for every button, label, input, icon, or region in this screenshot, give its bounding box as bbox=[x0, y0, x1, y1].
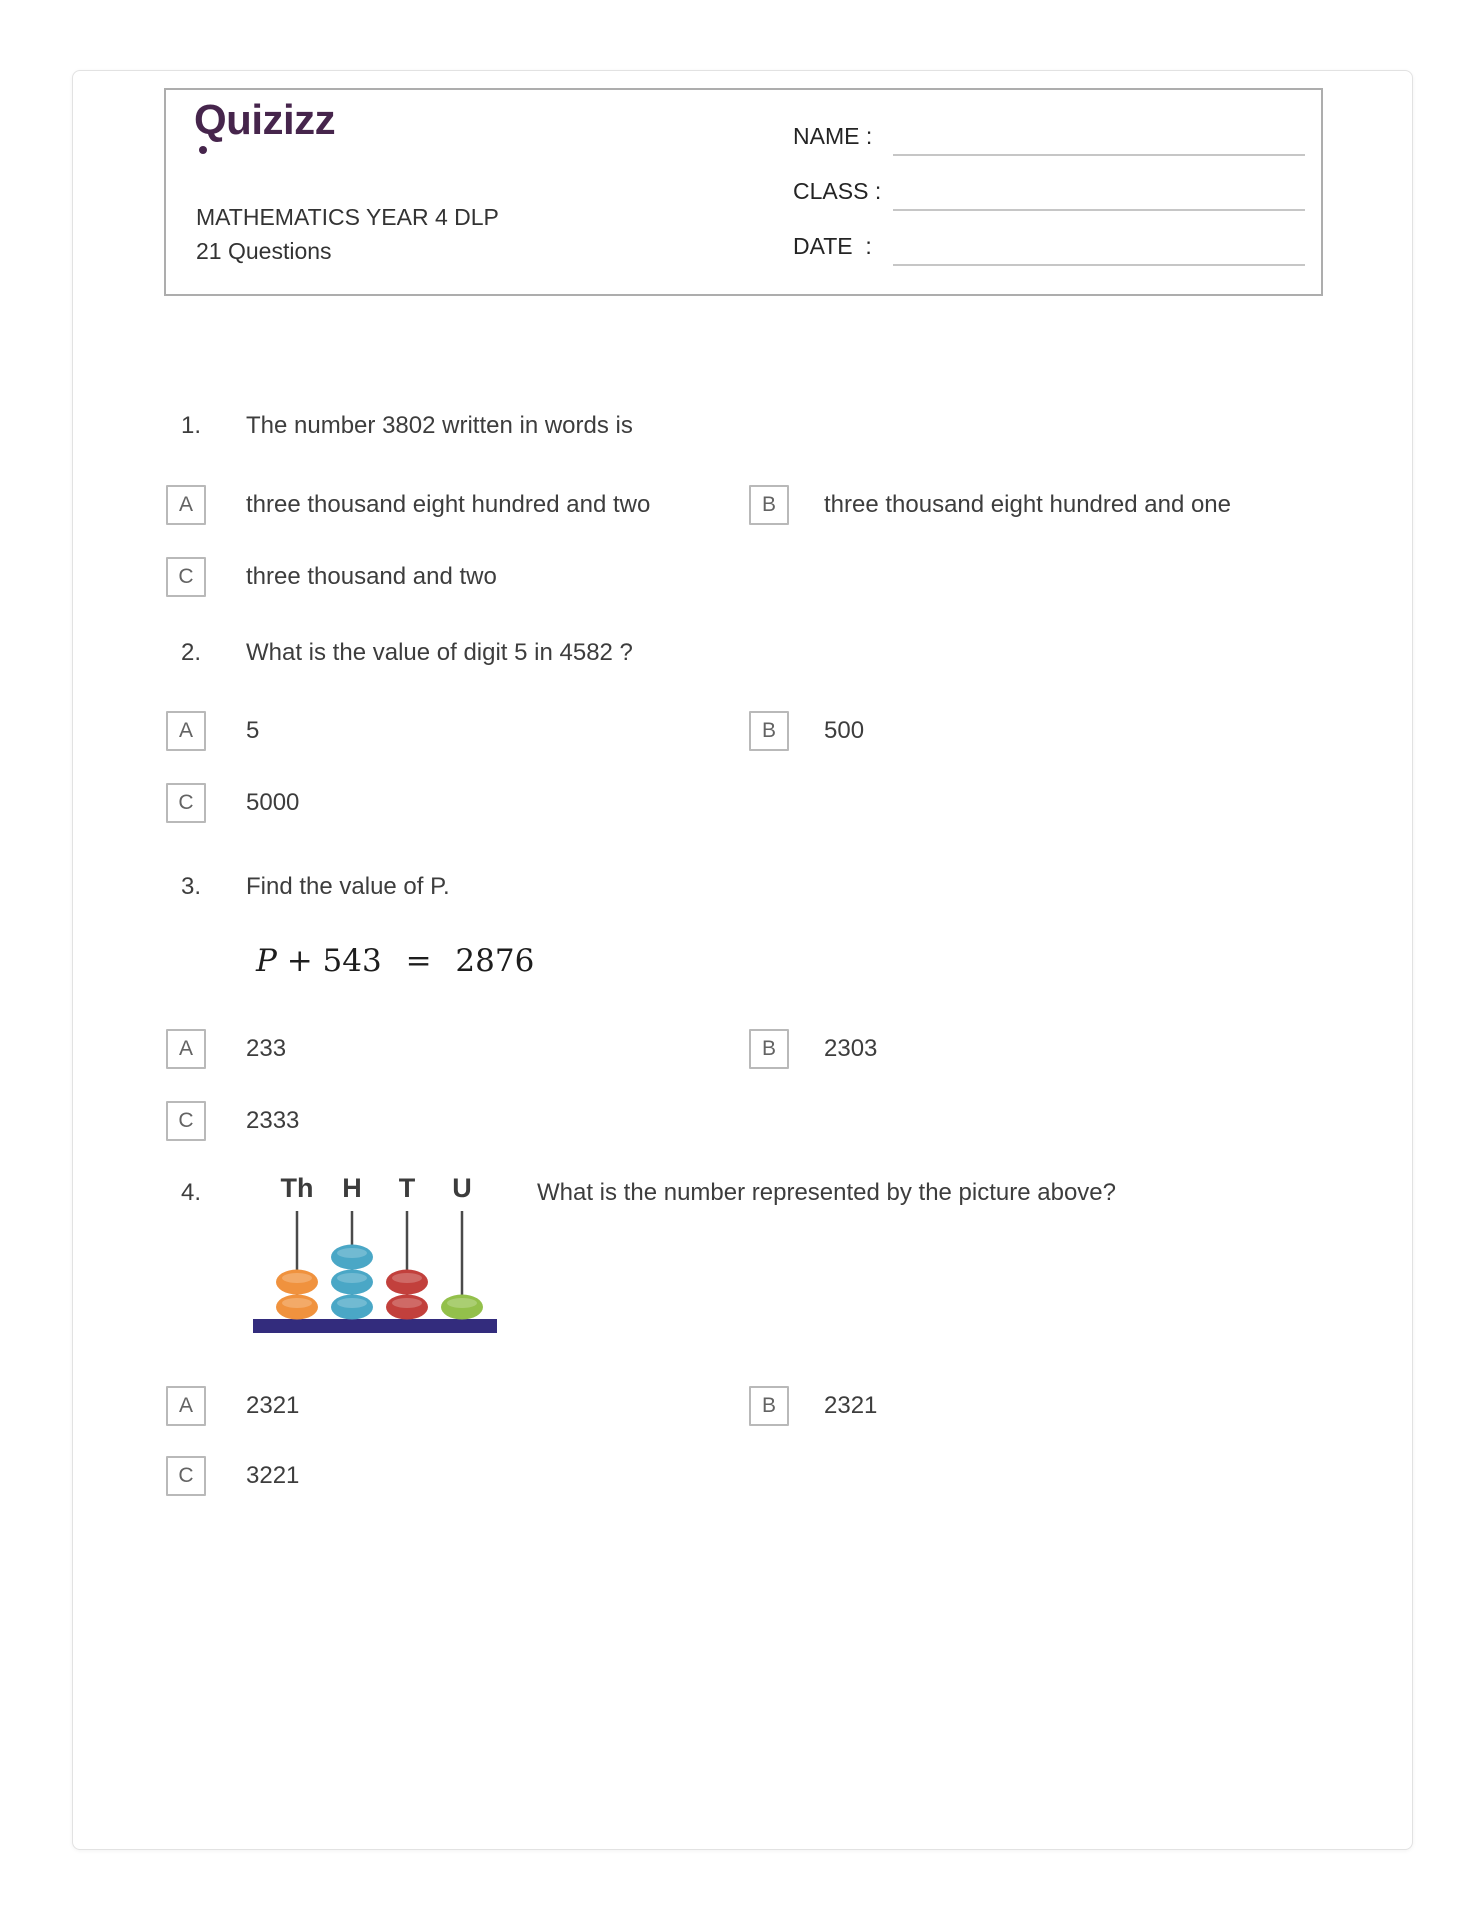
question-3-option-c bbox=[166, 1101, 299, 1141]
question-3-options-row-2 bbox=[166, 1101, 1362, 1141]
question-3-option-a bbox=[166, 1029, 286, 1069]
option-label: 2321 bbox=[824, 1392, 878, 1419]
class-field-label: CLASS : bbox=[793, 178, 882, 204]
worksheet-card bbox=[72, 70, 1413, 1850]
option-label: 2303 bbox=[824, 1035, 878, 1062]
quizizz-logo: Quizizz bbox=[194, 96, 336, 143]
svg-text:T: T bbox=[398, 1173, 416, 1203]
option-label: three thousand eight hundred and two bbox=[246, 491, 651, 518]
option-checkbox[interactable]: A bbox=[166, 485, 206, 525]
equation-variable: P bbox=[256, 943, 277, 979]
question-2-options-row-2 bbox=[166, 783, 1362, 823]
question-1-number: 1. bbox=[180, 412, 201, 439]
equation-result: 2876 bbox=[455, 943, 535, 979]
question-4-option-c bbox=[166, 1456, 299, 1496]
question-4-options-row-2 bbox=[166, 1456, 1362, 1496]
equation-equals: = bbox=[405, 943, 432, 979]
quiz-header bbox=[164, 88, 1323, 296]
name-field-row bbox=[793, 105, 1305, 160]
option-label: 2333 bbox=[246, 1107, 300, 1134]
question-2-option-c bbox=[166, 783, 299, 823]
student-fields bbox=[793, 105, 1305, 270]
option-label: 2321 bbox=[246, 1392, 300, 1419]
question-3-option-b bbox=[749, 1029, 877, 1069]
question-2-option-a bbox=[166, 711, 259, 751]
quiz-title: MATHEMATICS YEAR 4 DLP bbox=[196, 204, 499, 230]
option-label: 233 bbox=[246, 1035, 287, 1062]
question-4-options-row-1 bbox=[166, 1386, 1362, 1426]
question-4-text: What is the number represented by the picture above? bbox=[537, 1179, 1116, 1206]
date-fill-line[interactable] bbox=[893, 264, 1305, 266]
date-field-label: DATE : bbox=[793, 233, 872, 259]
question-1-option-c bbox=[166, 557, 497, 597]
name-fill-line[interactable] bbox=[893, 154, 1305, 156]
question-2-text: What is the value of digit 5 in 4582 ? bbox=[246, 639, 633, 666]
question-1-option-b bbox=[749, 485, 1231, 525]
option-label: three thousand and two bbox=[246, 563, 497, 590]
question-2-options-row-1 bbox=[166, 711, 1362, 751]
option-checkbox[interactable]: B bbox=[749, 1386, 789, 1426]
option-checkbox[interactable]: C bbox=[166, 1456, 206, 1496]
question-1-options-row-1 bbox=[166, 485, 1362, 525]
option-checkbox[interactable]: C bbox=[166, 557, 206, 597]
option-checkbox[interactable]: C bbox=[166, 783, 206, 823]
question-1-text: The number 3802 written in words is bbox=[246, 412, 633, 439]
option-label: 5 bbox=[246, 717, 260, 744]
svg-text:Th: Th bbox=[280, 1173, 314, 1203]
option-checkbox[interactable]: A bbox=[166, 1386, 206, 1426]
date-field-row bbox=[793, 215, 1305, 270]
question-4-option-b bbox=[749, 1386, 877, 1426]
question-2-option-b bbox=[749, 711, 864, 751]
option-label: 500 bbox=[824, 717, 865, 744]
option-checkbox[interactable]: B bbox=[749, 485, 789, 525]
equation-term: + 543 bbox=[286, 943, 382, 979]
name-field-label: NAME : bbox=[793, 123, 873, 149]
question-1-option-a bbox=[166, 485, 650, 525]
question-4-option-a bbox=[166, 1386, 299, 1426]
option-checkbox[interactable]: C bbox=[166, 1101, 206, 1141]
option-checkbox[interactable]: B bbox=[749, 1029, 789, 1069]
logo-q-dot-icon bbox=[199, 146, 207, 154]
class-field-row bbox=[793, 160, 1305, 215]
question-4-number: 4. bbox=[180, 1179, 201, 1206]
svg-text:H: H bbox=[342, 1173, 362, 1203]
option-checkbox[interactable]: B bbox=[749, 711, 789, 751]
option-label: three thousand eight hundred and one bbox=[824, 491, 1232, 518]
question-1-options-row-2 bbox=[166, 557, 1362, 597]
quiz-question-count: 21 Questions bbox=[196, 238, 332, 264]
question-3-text: Find the value of P. bbox=[246, 873, 450, 900]
option-label: 5000 bbox=[246, 789, 300, 816]
svg-text:U: U bbox=[452, 1173, 472, 1203]
question-3-options-row-1 bbox=[166, 1029, 1362, 1069]
abacus-image bbox=[253, 1167, 497, 1339]
question-3-number: 3. bbox=[180, 873, 201, 900]
question-2-number: 2. bbox=[180, 639, 201, 666]
quiz-title-block bbox=[196, 200, 499, 268]
option-checkbox[interactable]: A bbox=[166, 711, 206, 751]
class-fill-line[interactable] bbox=[893, 209, 1305, 211]
option-label: 3221 bbox=[246, 1462, 300, 1489]
option-checkbox[interactable]: A bbox=[166, 1029, 206, 1069]
question-3-equation bbox=[256, 943, 534, 979]
